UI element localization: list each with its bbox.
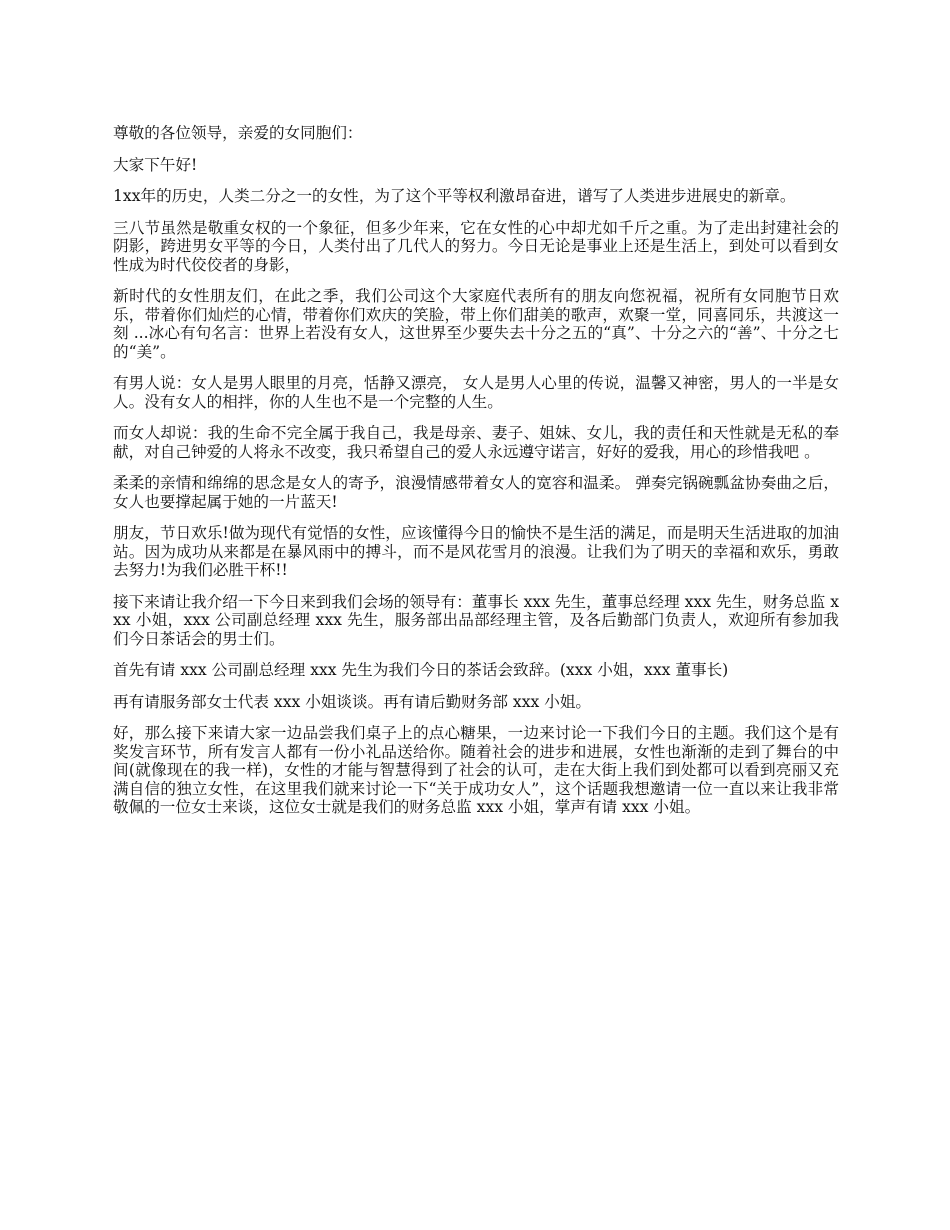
document-body (113, 124, 839, 830)
paragraph-men-say: 有男人说：女人是男人眼里的月亮，恬静又漂亮， 女人是男人心里的传说，温馨又神密，男人的一半是女人。没有女人的相拌，你的人生也不是一个完整的人生。 (113, 374, 839, 411)
paragraph-tenderness: 柔柔的亲情和绵绵的思念是女人的寄予，浪漫情感带着女人的宽容和温柔。 弹奏完锅碗瓢盆协奏曲之后，女人也要撑起属于她的一片蓝天! (113, 474, 839, 511)
paragraph-toast: 朋友，节日欢乐!做为现代有觉悟的女性，应该懂得今日的愉快不是生活的满足，而是明天生活进取的加油站。因为成功从来都是在暴风雨中的搏斗，而不是风花雪月的浪漫。让我们为了明天的幸福和欢乐，勇敢去努力!为我们必胜干杯!! (113, 524, 839, 579)
paragraph-introductions: 接下来请让我介绍一下今日来到我们会场的领导有：董事长 xxx 先生，董事总经理 xxx 先生，财务总监 xxx 小姐，xxx 公司副总经理 xxx 先生，服务部出品部经理主管，及各后勤部门负责人，欢迎所有参加我们今日茶话会的男士们。 (113, 592, 839, 648)
paragraph-womens-day: 三八节虽然是敬重女权的一个象征，但多少年来，它在女性的心中却尤如千斤之重。为了走出封建社会的阴影，跨进男女平等的今日，人类付出了几代人的努力。今日无论是事业上还是生活上，到处可以看到女性成为时代佼佼者的身影， (113, 218, 839, 274)
paragraph-representative: 再有请服务部女士代表 xxx 小姐谈谈。再有请后勤财务部 xxx 小姐。 (113, 692, 592, 711)
paragraph-discussion: 好，那么接下来请大家一边品尝我们桌子上的点心糖果，一边来讨论一下我们今日的主题。我们这个是有奖发言环节，所有发言人都有一份小礼品送给你。随着社会的进步和进展，女性也渐渐的走到了舞台的中间(就像现在的我一样)，女性的才能与智慧得到了社会的认可，走在大街上我们到处都可以看到亮丽又充满自信的独立女性，在这里我们就来讨论一下“关于成功女人”，这个话题我想邀请一位一直以来让我非常敬佩的一位女士来谈，这位女士就是我们的财务总监 xxx 小姐，掌声有请 xxx 小姐。 (113, 724, 839, 816)
paragraph-opening-speech: 首先有请 xxx 公司副总经理 xxx 先生为我们今日的茶话会致辞。(xxx 小姐，xxx 董事长) (113, 661, 729, 679)
greeting-line: 尊敬的各位领导，亲爱的女同胞们： (113, 124, 363, 142)
salutation-line: 大家下午好! (113, 155, 198, 174)
paragraph-history: 1xx年的历史，人类二分之一的女性，为了这个平等权利激昂奋进，谱写了人类进步进展史的新章。 (113, 187, 796, 205)
paragraph-blessing: 新时代的女性朋友们，在此之季，我们公司这个大家庭代表所有的朋友向您祝福，祝所有女同胞节日欢乐，带着你们灿烂的心情，带着你们欢庆的笑脸，带上你们甜美的歌声，欢聚一堂，同喜同乐，共渡这一刻 ...冰心有句名言：世界上若没有女人，这世界至少要失去十分之五的“真”、十分之六的“善”、十分之七的“美”。 (113, 287, 839, 361)
paragraph-women-say: 而女人却说：我的生命不完全属于我自己，我是母亲、妻子、姐妹、女儿，我的责任和天性就是无私的奉献，对自己钟爱的人将永不改变，我只希望自己的爱人永远遵守诺言，好好的爱我，用心的珍惜我吧 。 (113, 424, 839, 461)
